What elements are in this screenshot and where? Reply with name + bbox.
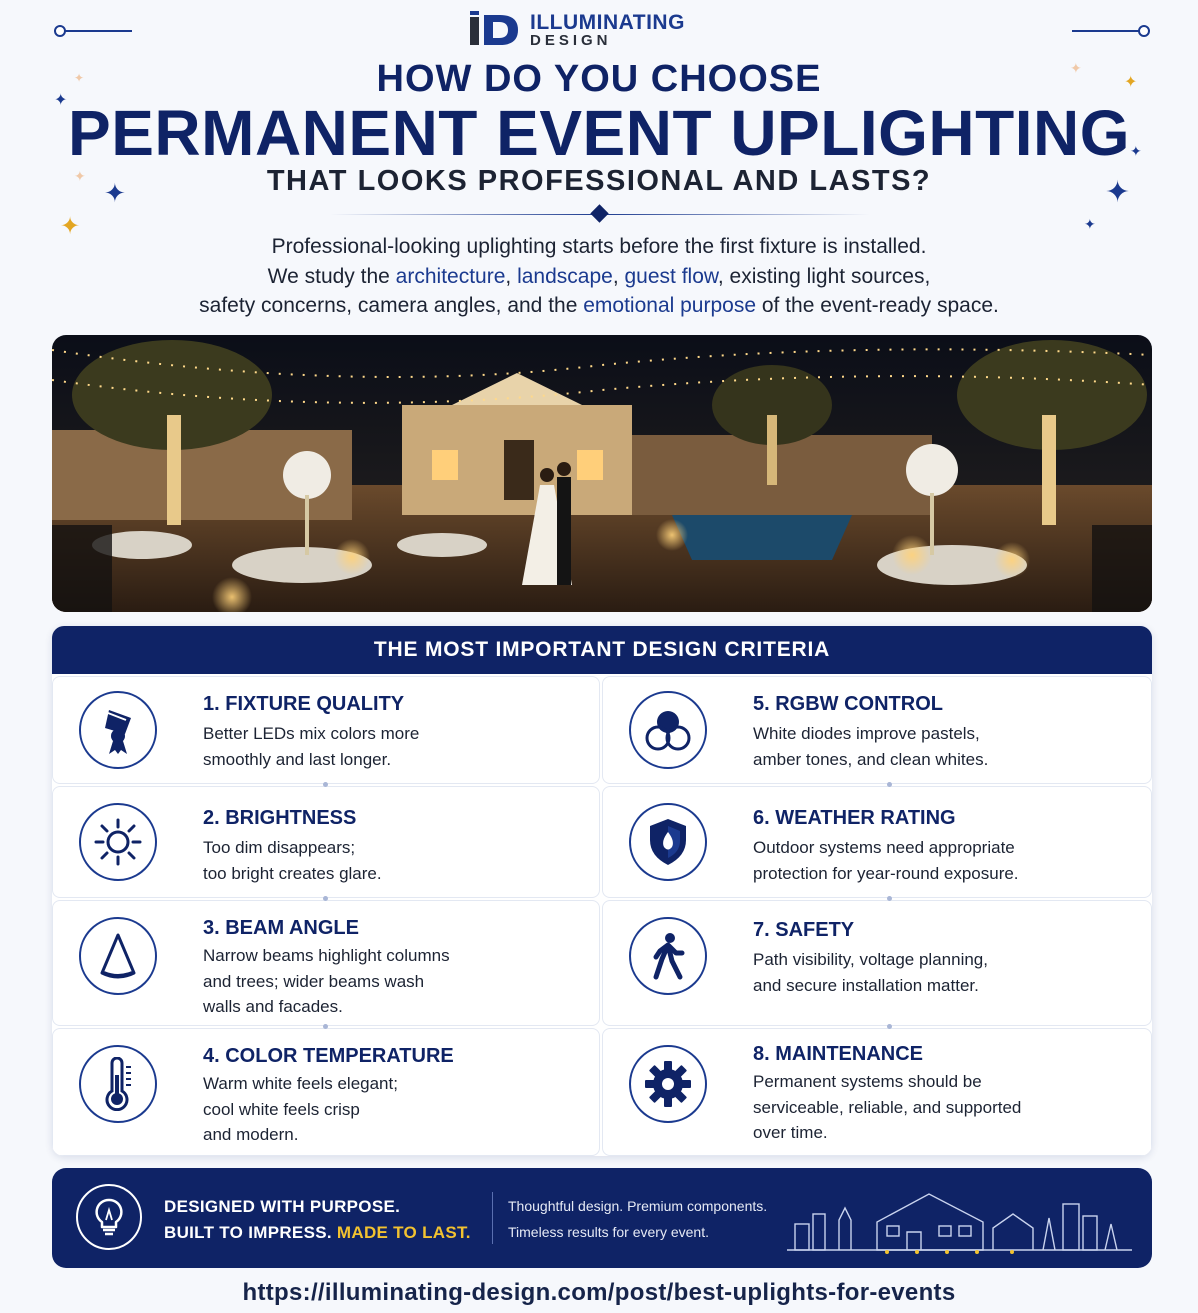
logo-wordmark-bottom: DESIGN [530, 32, 612, 49]
sparkle-star-icon: ✦ [1105, 175, 1131, 210]
criteria-body: Narrow beams highlight columns and trees; wider beams wash walls and facades. [203, 946, 450, 1016]
highlight-guest-flow: guest flow [624, 264, 718, 288]
criteria-title: 2. BRIGHTNESS [203, 807, 357, 829]
header-decoration-left-dot [54, 25, 66, 37]
criteria-body: Better LEDs mix colors more smoothly and last longer. [203, 724, 420, 769]
banner-tagline-2: Timeless results for every event. [508, 1224, 709, 1240]
criteria-item-rgbw-control [602, 676, 1152, 784]
logo-mark-icon [468, 11, 522, 49]
brand-logo [468, 10, 730, 50]
criteria-body: Permanent systems should be serviceable, reliable, and supported over time. [753, 1072, 1022, 1142]
purpose-banner [52, 1168, 1152, 1268]
gear-icon [629, 1045, 707, 1123]
criteria-item-fixture-quality [52, 676, 600, 784]
header-decoration-right-dot [1138, 25, 1150, 37]
criteria-item-beam-angle [52, 900, 600, 1026]
lightbulb-icon [76, 1184, 142, 1250]
criteria-body: White diodes improve pastels, amber tones, and clean whites. [753, 724, 989, 769]
intro-line-3: safety concerns, camera angles, and the emotional purpose of the event-ready space. [199, 294, 999, 317]
sparkle-star-icon: ✦ [1084, 217, 1096, 233]
rgb-circles-icon [629, 691, 707, 769]
header-decoration-right [1072, 30, 1144, 32]
criteria-heading: THE MOST IMPORTANT DESIGN CRITERIA [52, 626, 1152, 674]
criteria-panel [52, 626, 1152, 1156]
intro-line-1: Professional-looking uplighting starts before the first fixture is installed. [271, 235, 927, 258]
sparkle-star-icon: ✦ [54, 90, 68, 109]
sparkle-star-icon: ✦ [74, 169, 86, 185]
criteria-title: 6. WEATHER RATING [753, 807, 956, 829]
criteria-body: Path visibility, voltage planning, and secure installation matter. [753, 950, 988, 995]
criteria-title: 1. FIXTURE QUALITY [203, 693, 405, 715]
event-photo [52, 335, 1152, 612]
house-skyline-illustration [787, 1180, 1132, 1260]
banner-highlight: MADE TO LAST. [336, 1223, 471, 1242]
criteria-body: Too dim disappears; too bright creates glare. [203, 838, 382, 883]
logo-wordmark-top: ILLUMINATING [530, 11, 685, 34]
criteria-title: 8. MAINTENANCE [753, 1043, 924, 1065]
sparkle-star-icon: ✦ [74, 71, 85, 85]
beam-cone-icon [79, 917, 157, 995]
connector-dot [887, 1024, 892, 1029]
criteria-item-maintenance [602, 1028, 1152, 1156]
sparkle-star-icon: ✦ [1070, 61, 1082, 77]
connector-dot [887, 782, 892, 787]
criteria-item-color-temperature [52, 1028, 600, 1156]
shield-drop-icon [629, 803, 707, 881]
banner-headline-1: DESIGNED WITH PURPOSE. [164, 1197, 401, 1216]
criteria-title: 5. RGBW CONTROL [753, 693, 943, 715]
banner-headline-2: BUILT TO IMPRESS. MADE TO LAST. [164, 1223, 471, 1242]
criteria-title: 3. BEAM ANGLE [203, 917, 359, 939]
title-line-3: THAT LOOKS PROFESSIONAL AND LASTS? [266, 165, 932, 197]
criteria-title: 7. SAFETY [753, 919, 855, 941]
connector-dot [323, 782, 328, 787]
highlight-landscape: landscape [517, 264, 613, 288]
sparkle-star-icon: ✦ [60, 212, 81, 240]
highlight-architecture: architecture [395, 264, 506, 288]
connector-dot [887, 896, 892, 901]
banner-separator [492, 1192, 493, 1244]
criteria-body: Outdoor systems need appropriate protection for year-round exposure. [753, 838, 1019, 883]
wedding-venue-illustration [52, 335, 1152, 612]
header-decoration-left [60, 30, 132, 32]
criteria-item-brightness [52, 786, 600, 898]
sparkle-star-icon: ✦ [1130, 144, 1142, 160]
banner-tagline-1: Thoughtful design. Premium components. [508, 1198, 768, 1214]
connector-dot [323, 1024, 328, 1029]
connector-dot [323, 896, 328, 901]
criteria-item-safety [602, 900, 1152, 1026]
highlight-emotional-purpose: emotional purpose [583, 294, 757, 317]
sun-icon [79, 803, 157, 881]
title-line-2: PERMANENT EVENT UPLIGHTING [68, 97, 1130, 169]
sparkle-star-icon: ✦ [1124, 72, 1138, 91]
title-divider-diamond-icon [590, 204, 608, 222]
source-url-link[interactable]: https://illuminating-design.com/post/best-uplights-for-events [242, 1279, 956, 1306]
criteria-title: 4. COLOR TEMPERATURE [203, 1045, 454, 1067]
fixture-award-icon [79, 691, 157, 769]
sparkle-star-icon: ✦ [104, 179, 126, 209]
thermometer-icon [79, 1045, 157, 1123]
criteria-item-weather-rating [602, 786, 1152, 898]
intro-line-2: We study the architecture, landscape, guest flow, existing light sources, [267, 264, 931, 288]
criteria-body: Warm white feels elegant; cool white feels crisp and modern. [203, 1074, 398, 1144]
title-line-1: HOW DO YOU CHOOSE [376, 58, 822, 100]
intro-paragraph [60, 232, 1138, 321]
walking-person-icon [629, 917, 707, 995]
